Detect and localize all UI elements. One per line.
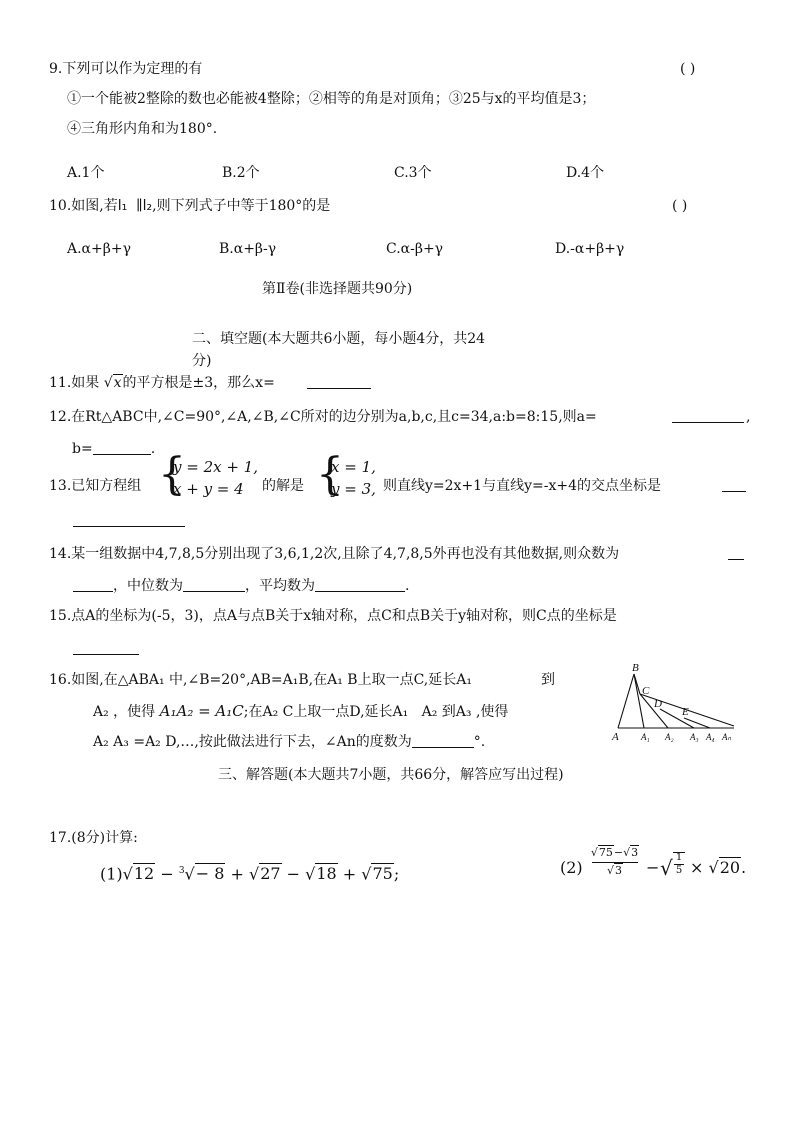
q11-radicand: x	[113, 375, 122, 391]
q13-text-c: 则直线y=2x+1与直线y=-x+4的交点坐标是	[383, 478, 661, 494]
q17-stem: 17.(8分)计算:	[49, 830, 138, 846]
figure-segment-ea4	[684, 718, 710, 728]
q10-option-a: A.α+β+γ	[67, 241, 131, 257]
figure-label-b: B	[632, 662, 639, 674]
q14-end: .	[405, 578, 410, 594]
q17-p1-r4: 18	[316, 864, 337, 884]
q9-statements-line2: ④三角形内角和为180°.	[67, 121, 218, 137]
q16-line1: 16.如图,在△ABA₁ 中,∠B=20°,AB=A₁B,在A₁ B上取一点C,延长A₁	[49, 672, 472, 688]
q16-line3-text: A₂ A₃ =A₂ D,…,按此做法进行下去，∠An的度数为	[93, 734, 412, 750]
q16-line2-b: ;在A₂ C上取一点D,延长A₁	[243, 704, 409, 720]
q16-line2-c: A₂ 到A₃ ,使得	[421, 704, 509, 720]
q16-figure	[608, 660, 742, 742]
q12-b-label: b=	[72, 441, 93, 457]
q17-part1-label: (1)	[100, 864, 123, 884]
q12-line2: b= .	[72, 441, 156, 457]
q9-statements-line1: ①一个能被2整除的数也必能被4整除；②相等的角是对顶角；③25与x的平均值是3；	[67, 91, 596, 107]
q10-l2: l₂	[142, 198, 153, 214]
q17-p2-den: 3	[615, 864, 622, 877]
figure-label-d: D	[654, 698, 662, 710]
q15-answer-blank[interactable]	[73, 640, 139, 658]
q10-stem	[49, 197, 330, 215]
q14-mode-blank[interactable]	[73, 577, 113, 592]
q17-p2-frac-den: 5	[675, 865, 683, 876]
section3-heading: 三、解答题(本大题共7小题，共66分，解答应写出过程)	[218, 767, 564, 783]
q12-answer-blank-a[interactable]	[672, 408, 744, 426]
figure-label-a: A	[612, 731, 619, 742]
q13-system1	[173, 456, 258, 500]
q14-mean-blank[interactable]	[315, 577, 405, 592]
q17-p2-num-a: 75	[598, 846, 613, 859]
q16-line2-a: A₂ ，使得	[93, 704, 156, 720]
q10-l1: l₁	[117, 198, 128, 214]
q11-sqrt: √x	[103, 375, 122, 391]
q12-answer-blank-b[interactable]	[93, 440, 151, 455]
q15-line1: 15.点A的坐标为(-5，3)，点A与点B关于x轴对称，点C和点B关于y轴对称，则C点的坐标是	[49, 608, 617, 624]
q9-answer-paren: ( )	[680, 61, 696, 77]
figure-segment-ba1	[634, 674, 644, 728]
q17-p2-frac-num: 1	[675, 852, 683, 863]
figure-label-an: Aₙ	[722, 732, 732, 742]
q9-option-c: C.3个	[394, 165, 432, 181]
q16-line2	[93, 702, 508, 721]
q13-system2-eq2: y = 3,	[331, 480, 376, 498]
q11-text-b: 的平方根是±3，那么x=	[122, 375, 275, 391]
q17-p2-numerator: √75−√3	[590, 846, 639, 859]
figure-label-a1: A₁	[641, 732, 650, 742]
q11-answer-blank[interactable]	[307, 374, 371, 392]
q14-median-label: ，中位数为	[113, 578, 183, 594]
q13-system2-brace: {	[316, 449, 344, 500]
q14-blank-start[interactable]	[728, 545, 744, 563]
q14-mean-label: ，平均数为	[245, 578, 315, 594]
q17-p2-num-b: 3	[631, 846, 639, 859]
q17-p1-r1: 12	[133, 864, 155, 884]
q16-answer-blank[interactable]	[412, 733, 474, 748]
q13-answer-blank[interactable]	[73, 512, 185, 530]
figure-segment-ab	[618, 674, 634, 728]
q10-parallel: ∥	[136, 198, 143, 214]
q10-stem-b: ,则下列式子中等于180°的是	[152, 198, 331, 214]
q13-system1-eq2: x + y = 4	[173, 480, 244, 498]
section2-heading-line1: 二、填空题(本大题共6小题，每小题4分，共24	[192, 331, 486, 347]
q14-line2	[73, 577, 409, 595]
q17-p1-index: 3	[178, 866, 185, 876]
figure-label-a3: A₃	[690, 732, 699, 742]
q10-option-b: B.α+β-γ	[219, 241, 277, 257]
q13-answer-blank-start[interactable]	[722, 477, 746, 495]
q14-line1: 14.某一组数据中4,7,8,5分别出现了3,6,1,2次,且除了4,7,8,5外再也没有其他数据,则众数为	[49, 546, 620, 562]
q10-option-c: C.α-β+γ	[386, 241, 444, 257]
q13-system1-brace: {	[158, 449, 186, 500]
q17-p2-r: 20	[719, 858, 741, 877]
q10-option-d: D.-α+β+γ	[555, 241, 625, 257]
figure-label-e: E	[682, 706, 689, 718]
q16-line3	[93, 733, 485, 751]
q17-p2-denominator: √3	[606, 864, 622, 877]
q11-line	[49, 374, 275, 392]
q17-p1-r2: − 8	[195, 864, 225, 884]
figure-label-a2: A₂	[665, 732, 674, 742]
q9-stem: 9.下列可以作为定理的有	[49, 61, 203, 77]
q14-median-blank[interactable]	[183, 577, 245, 592]
q16-deg: °.	[473, 734, 486, 750]
q13-system2	[331, 456, 376, 500]
q13-system1-eq1: y = 2x + 1,	[173, 458, 258, 476]
q16-to: 到	[541, 672, 555, 688]
q13-text-a: 13.已知方程组	[49, 478, 142, 494]
figure-label-a4: A₄	[706, 732, 715, 742]
q17-part1: (1)√12 − $^3$√− 8 + √27 − √18 + √75;	[100, 864, 400, 884]
q17-part2-label: (2)	[560, 858, 583, 877]
q11-text-a: 11.如果	[49, 375, 100, 391]
q10-stem-a: 10.如图,若	[49, 198, 118, 214]
q13-text-b: 的解是	[262, 478, 304, 494]
q9-option-a: A.1个	[67, 165, 105, 181]
figure-label-c: C	[642, 685, 650, 697]
q13-system2-eq1: x = 1,	[331, 458, 376, 476]
q9-option-b: B.2个	[222, 165, 260, 181]
q12-comma: ,	[746, 409, 751, 425]
q16-equation: A₁A₂ = A₁C	[159, 702, 244, 720]
q17-p1-r5: 75	[372, 864, 393, 884]
q17-p1-r3: 27	[260, 864, 281, 884]
q9-option-d: D.4个	[566, 165, 605, 181]
part2-title: 第Ⅱ卷(非选择题共90分)	[262, 281, 413, 297]
q10-answer-paren: ( )	[672, 198, 688, 214]
q12-line1: 12.在Rt△ABC中,∠C=90°,∠A,∠B,∠C所对的边分别为a,b,c,且c=34,a:b=8:15,则a=	[49, 409, 597, 425]
section2-heading-line2: 分)	[192, 353, 212, 369]
